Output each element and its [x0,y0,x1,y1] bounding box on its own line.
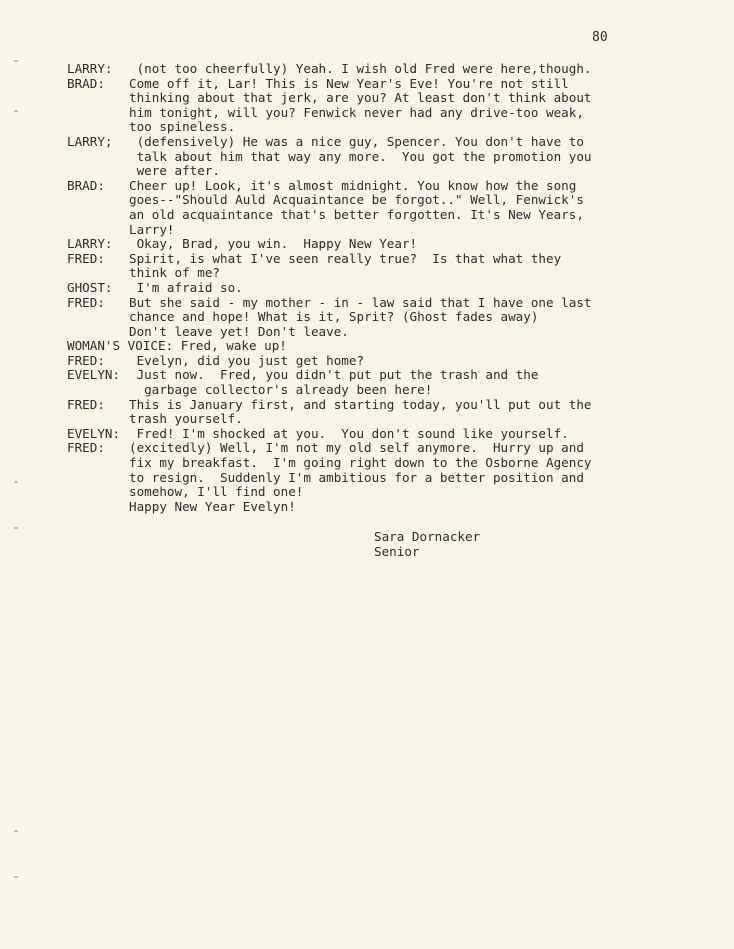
script-body [67,62,687,514]
script-line [67,427,687,442]
dialogue-text: Fred, wake up! [173,338,287,354]
speaker-label: FRED: [67,396,105,412]
speaker-label: FRED: [67,250,105,266]
script-line [67,441,687,456]
script-line [67,106,687,121]
dialogue-text: too spineless. [129,119,236,135]
script-line [67,252,687,267]
dialogue-text: Cheer up! Look, it's almost midnight. You know how the song [129,177,577,193]
dialogue-text: talk about him that way any more. You got the promotion you [129,148,592,164]
script-line [67,193,687,208]
script-line [67,91,687,106]
speaker-label: FRED: [67,352,105,368]
speaker-label: WOMAN'S VOICE: [67,338,174,354]
margin-mark [14,60,18,62]
dialogue-text: Evelyn, did you just get home? [129,352,365,368]
script-line [67,77,687,92]
script-line [67,281,687,296]
script-line [67,223,687,238]
script-line [67,296,687,311]
speaker-label: LARRY: [67,236,113,252]
speaker-label: LARRY; [67,133,113,149]
script-line [67,266,687,281]
speaker-label: FRED: [67,440,105,456]
speaker-label: BRAD: [67,75,105,91]
margin-mark [14,830,18,832]
script-line [67,135,687,150]
dialogue-text: trash yourself. [129,411,243,427]
script-line [67,150,687,165]
speaker-label: FRED: [67,294,105,310]
script-line [67,62,687,77]
dialogue-text: Fred! I'm shocked at you. You don't sound like yourself. [129,425,569,441]
speaker-label: EVELYN: [67,425,121,441]
script-line [67,456,687,471]
speaker-label: BRAD: [67,177,105,193]
margin-mark [14,110,18,112]
speaker-label: LARRY: [67,61,113,76]
dialogue-text: to resign. Suddenly I'm ambitious for a better position and [129,469,584,485]
dialogue-text: garbage collector's already been here! [129,382,433,398]
dialogue-text: I'm afraid so. [129,279,243,295]
dialogue-text: (excitedly) Well, I'm not my old self anymore. Hurry up and [129,440,584,456]
dialogue-text: chance and hope! What is it, Sprit? (Ghost fades away) [129,309,539,325]
margin-mark [14,527,18,529]
script-line [67,471,687,486]
author-name: Sara Dornacker [374,529,481,544]
speaker-label: GHOST: [67,279,113,295]
dialogue-text: Just now. Fred, you didn't put put the trash and the [129,367,539,383]
dialogue-text: him tonight, will you? Fenwick never had any drive-too weak, [129,104,584,120]
script-line [67,310,687,325]
dialogue-text: Happy New Year Evelyn! [129,498,296,514]
dialogue-text: think of me? [129,265,220,281]
author-title: Senior [374,543,420,559]
dialogue-text: (defensively) He was a nice guy, Spencer. You don't have to [129,133,584,149]
dialogue-text: Don't leave yet! Don't leave. [129,323,349,339]
dialogue-text: were after. [129,163,220,179]
dialogue-text: an old acquaintance that's better forgotten. It's New Years, [129,206,584,222]
script-line [67,383,687,398]
dialogue-text: Larry! [129,221,175,237]
dialogue-text: Okay, Brad, you win. Happy New Year! [129,236,418,252]
script-line [67,208,687,223]
script-line [67,179,687,194]
script-line [67,398,687,413]
dialogue-text: (not too cheerfully) Yeah. I wish old Fred were here,though. [129,61,592,76]
script-line [67,237,687,252]
script-line [67,412,687,427]
dialogue-text: But she said - my mother - in - law said that I have one last [129,294,592,310]
dialogue-text: This is January first, and starting today, you'll put out the [129,396,592,412]
script-line [67,500,687,515]
script-line [67,485,687,500]
script-line [67,164,687,179]
dialogue-text: goes--"Should Auld Acquaintance be forgot.." Well, Fenwick's [129,192,584,208]
script-line [67,120,687,135]
script-line [67,368,687,383]
dialogue-text: somehow, I'll find one! [129,484,304,500]
dialogue-text: Come off it, Lar! This is New Year's Eve! You're not still [129,75,569,91]
margin-mark [14,481,18,483]
script-line [67,325,687,340]
script-line [67,354,687,369]
dialogue-text: Spirit, is what I've seen really true? Is that what they [129,250,562,266]
signature-block [374,530,480,559]
dialogue-text: thinking about that jerk, are you? At least don't think about [129,90,592,106]
page-number: 80 [592,30,608,45]
script-line [67,339,687,354]
margin-mark [14,876,18,878]
dialogue-text: fix my breakfast. I'm going right down to the Osborne Agency [129,455,592,471]
speaker-label: EVELYN: [67,367,121,383]
